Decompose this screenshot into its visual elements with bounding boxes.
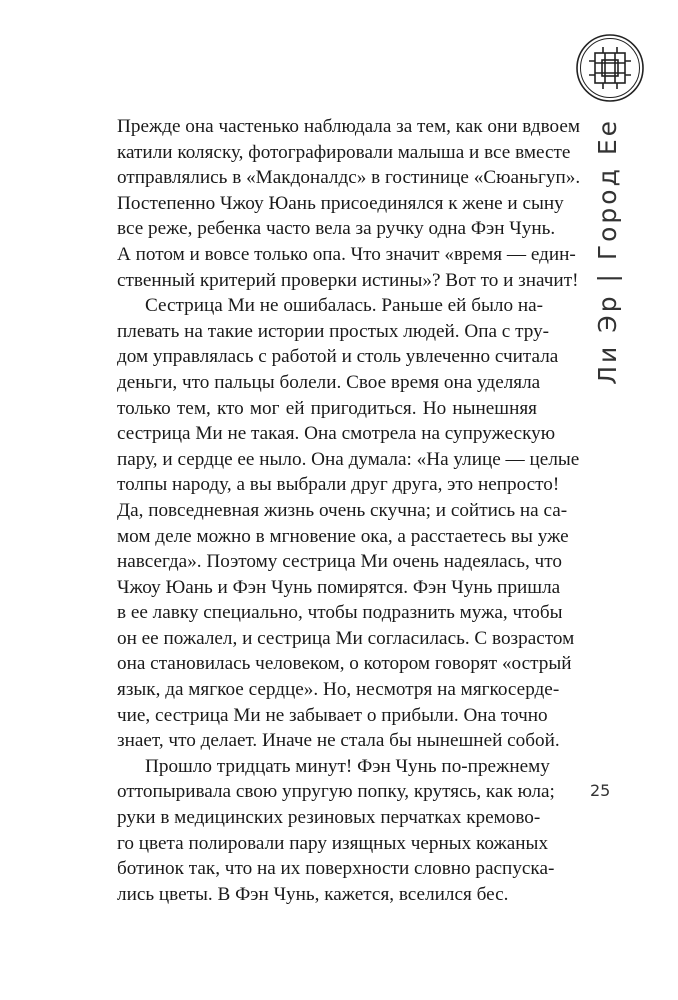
text-line: деньги, что пальцы болели. Свое время она уделяла [117,371,541,393]
text-line: оттопыривала свою упругую попку, крутясь, как юла; [117,781,555,803]
text-line: отправлялись в «Макдоналдс» в гостинице «Сюаньгуп». [117,167,581,189]
text-line: лись цветы. В Фэн Чунь, кажется, вселился бес. [117,883,509,905]
text-line: он ее пожалел, и сестрица Ми согласилась. С возрастом [117,627,575,649]
text-line: она становилась человеком, о котором говорят «острый [117,653,572,675]
text-line: Сестрица Ми не ошибалась. Раньше ей было на- [145,295,544,317]
text-line: сестрица Ми не такая. Она смотрела на супружескую [117,423,556,445]
running-title [585,118,629,385]
text-line: чие, сестрица Ми не забывает о прибыли. Она точно [117,704,548,726]
text-line: в ее лавку специально, чтобы подразнить мужа, чтобы [117,602,563,624]
page-number: 25 [590,781,611,800]
text-line: все реже, ребенка часто вела за ручку одна Фэн Чунь. [117,218,556,240]
text-line: Прошло тридцать минут! Фэн Чунь по-прежнему [145,755,550,777]
text-line: Чжоу Юань и Фэн Чунь помирятся. Фэн Чунь пришла [117,576,561,598]
text-line: руки в медицинских резиновых перчатках кремово- [117,807,541,829]
running-title-text: Ли Эр | Город Ее [592,118,622,385]
text-line: Да, повседневная жизнь очень скучна; и сойтись на са- [117,499,568,521]
body-text [117,114,581,907]
text-line: дом управлялась с работой и столь увлеченно считала [117,346,559,368]
text-line: знает, что делает. Иначе не стала бы нынешней собой. [117,730,560,752]
text-line: ственный критерий проверки истины»? Вот то и значит! [117,269,579,291]
text-line: навсегда». Поэтому сестрица Ми очень надеялась, что [117,551,562,573]
text-line: язык, да мягкое сердце». Но, несмотря на мягкосерде- [117,679,560,701]
text-line: плевать на такие истории простых людей. Опа с тру- [117,320,550,342]
text-line: толпы народу, а вы выбрали друг друга, это непросто! [117,474,560,496]
chinese-longevity-knot-icon [575,33,645,103]
text-line: ботинок так, что на их поверхности словно распуска- [117,858,555,880]
text-line: пару, и сердце ее ныло. Она думала: «На улице — целые [117,448,580,470]
text-line: Постепенно Чжоу Юань присоединялся к жене и сыну [117,192,564,214]
text-line: А потом и вовсе только опа. Что значит «время — един- [117,243,576,265]
text-line: катили коляску, фотографировали малыша и все вместе [117,141,571,163]
text-line: только тем, кто мог ей пригодиться. Но нынешняя [117,397,537,419]
text-line: Прежде она частенько наблюдала за тем, как они вдвоем [117,116,581,137]
text-line: го цвета полировали пару изящных черных кожаных [117,832,549,854]
text-line: мом деле можно в мгновение ока, а расстаетесь вы уже [117,525,569,547]
